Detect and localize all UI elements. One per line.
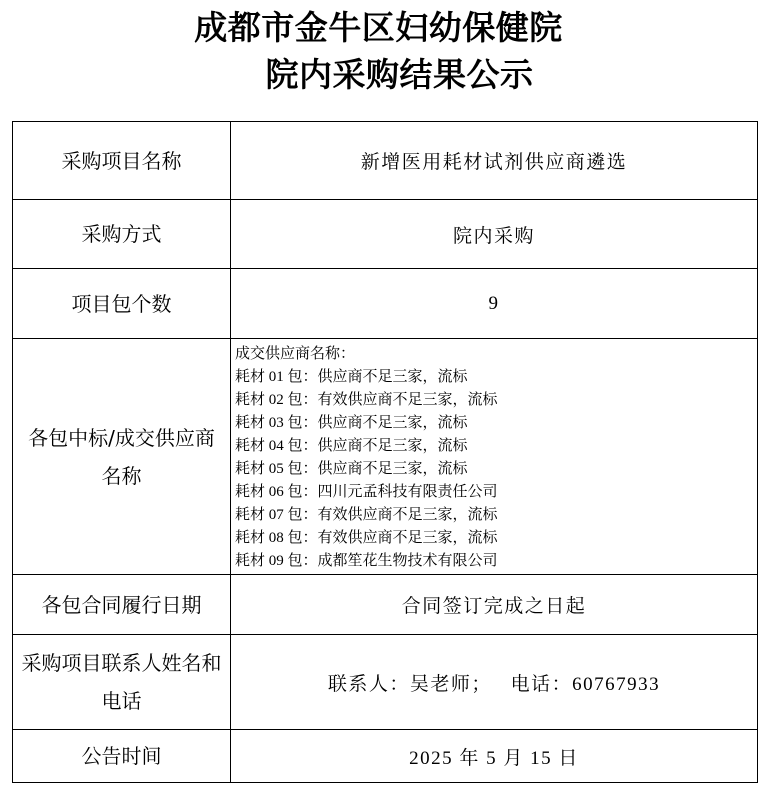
package-result-09: 耗材 09 包：成都笙花生物技术有限公司	[235, 553, 498, 569]
announcement-time-label: 公告时间	[13, 730, 231, 783]
package-result-07: 耗材 07 包：有效供应商不足三家，流标	[235, 507, 498, 523]
package-count-label: 项目包个数	[13, 269, 231, 339]
project-name-value: 新增医用耗材试剂供应商遴选	[231, 122, 758, 200]
winners-heading: 成交供应商名称：	[235, 346, 356, 362]
project-name-label: 采购项目名称	[13, 122, 231, 200]
contract-date-value: 合同签订完成之日起	[231, 575, 758, 635]
package-result-01: 耗材 01 包：供应商不足三家，流标	[235, 369, 468, 385]
page-subtitle: 院内采购结果公示	[265, 55, 534, 94]
page-title: 成都市金牛区妇幼保健院	[194, 8, 563, 47]
package-result-05: 耗材 05 包：供应商不足三家，流标	[235, 461, 468, 477]
table-row	[13, 635, 758, 730]
result-table	[12, 121, 758, 783]
package-result-08: 耗材 08 包：有效供应商不足三家，流标	[235, 530, 498, 546]
contact-label: 采购项目联系人姓名和电话	[13, 635, 231, 730]
package-result-02: 耗材 02 包：有效供应商不足三家，流标	[235, 392, 498, 408]
announcement-time-value: 2025 年 5 月 15 日	[231, 730, 758, 783]
contact-value: 联系人：吴老师； 电话：60767933	[231, 635, 758, 730]
package-result-06: 耗材 06 包：四川元孟科技有限责任公司	[235, 484, 498, 500]
table-row	[13, 269, 758, 339]
table-row	[13, 200, 758, 269]
winners-list	[231, 339, 758, 575]
contract-date-label: 各包合同履行日期	[13, 575, 231, 635]
table-row	[13, 730, 758, 783]
package-result-03: 耗材 03 包：供应商不足三家，流标	[235, 415, 468, 431]
table-row	[13, 122, 758, 200]
procurement-method-value: 院内采购	[231, 200, 758, 269]
package-result-04: 耗材 04 包：供应商不足三家，流标	[235, 438, 468, 454]
package-count-value: 9	[231, 269, 758, 339]
table-row	[13, 575, 758, 635]
procurement-method-label: 采购方式	[13, 200, 231, 269]
table-row	[13, 339, 758, 575]
winners-label: 各包中标/成交供应商名称	[13, 339, 231, 575]
